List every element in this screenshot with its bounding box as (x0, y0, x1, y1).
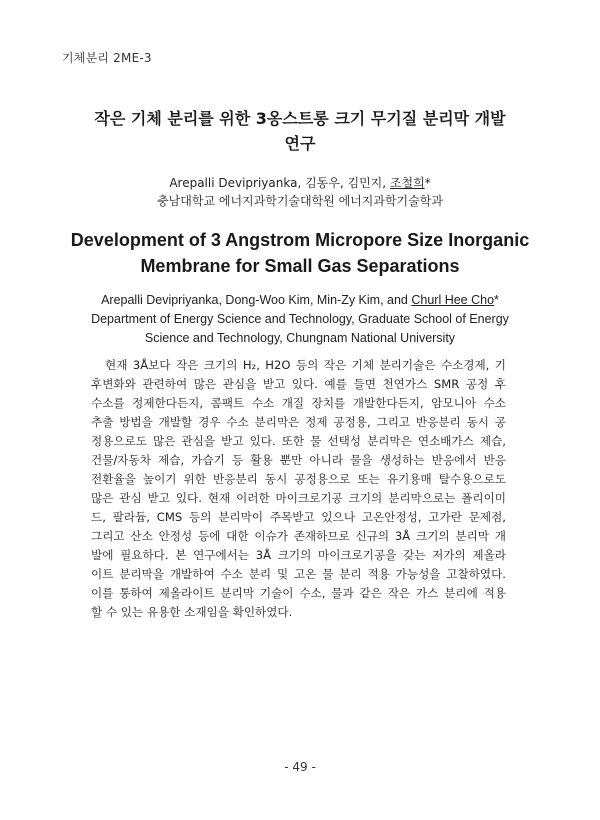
abstract-line: 많은 관심 받고 있다. 현재 이러한 마이크로기공 크기의 분리막으로는 폴리이미 (91, 491, 506, 505)
abstract-line: 그리고 산소 안정성 등에 대한 이슈가 존재하므로 신규의 3Å 크기의 분리막 개 (91, 529, 506, 543)
abstract-line: 전환율을 높이기 위한 반응분리 동시 공정용으로 또는 유기용매 탈수용으로도 (91, 472, 506, 486)
abstract-body (91, 356, 506, 622)
korean-affiliation: 충남대학교 에너지과학기술대학원 에너지과학기술학과 (157, 194, 443, 208)
korean-title-line-1: 작은 기체 분리를 위한 3옹스트롱 크기 무기질 분리막 개발 (94, 109, 506, 128)
abstract-line: 할 수 있는 유용한 소재임을 확인하였다. (91, 605, 293, 619)
english-author-names: Arepalli Devipriyanka, Dong-Woo Kim, Min-Zy Kim, and (101, 293, 412, 307)
korean-presenter-name: 조철희 (389, 176, 425, 190)
abstract-line: 추출 방법을 개발할 경우 수소 분리막은 정제 공정용, 그리고 반응분리 동시 공 (91, 415, 506, 429)
abstract-line: 수소를 정제한다든지, 콤팩트 수소 개질 장치를 개발한다든지, 암모니아 수소 (91, 396, 506, 410)
korean-author-names: Arepalli Devipriyanka, 김동우, 김민지, (169, 176, 390, 190)
english-affiliation-line-1: Department of Energy Science and Technology, Graduate School of Energy (91, 312, 509, 326)
abstract-line: 정용으로도 많은 관심을 받고 있다. 또한 물 선택성 분리막은 연소배가스 제습, (91, 434, 506, 448)
korean-title (60, 106, 540, 156)
english-authors (60, 291, 540, 310)
korean-title-line-2: 연구 (284, 134, 316, 153)
english-affiliation (60, 310, 540, 348)
abstract-line: 이트 분리막을 개발하여 수소 분리 및 고온 물 분리 적용 가능성을 고찰하였다. (91, 567, 506, 581)
english-title-line-1: Development of 3 Angstrom Micropore Size Inorganic (70, 230, 530, 250)
english-title (60, 227, 540, 279)
page-number: - 49 - (284, 760, 316, 774)
english-title-line-2: Membrane for Small Gas Separations (140, 256, 460, 276)
korean-authors (60, 174, 540, 192)
english-presenter-name: Churl Hee Cho (411, 293, 495, 307)
corresponding-marker: * (424, 176, 431, 190)
english-affiliation-line-2: Science and Technology, Chungnam National University (144, 331, 456, 345)
abstract-line: 현재 3Å보다 작은 크기의 H₂, H2O 등의 작은 기체 분리기술은 수소경제, 기 (105, 358, 506, 372)
abstract-line: 발에 필요하다. 본 연구에서는 3Å 크기의 마이크로기공을 갖는 저가의 제올라 (91, 548, 506, 562)
abstract-line: 건물/자동차 제습, 가습기 등 활용 뿐만 아니라 물을 생성하는 반응에서 반응 (91, 453, 506, 467)
abstract-line: 후변화와 관련하여 많은 관심을 받고 있다. 예를 들면 천연가스 SMR 공정 후 (91, 377, 506, 391)
corresponding-marker: * (494, 293, 499, 307)
abstract-line: 드, 팔라듐, CMS 등의 분리막이 주목받고 있으나 고온안정성, 고가란 문제점, (91, 510, 506, 524)
abstract-line: 이를 통하여 제올라이트 분리막 기술이 수소, 물과 같은 작은 가스 분리에 적용 (91, 586, 506, 600)
session-label: 기체분리 2ME-3 (62, 51, 152, 65)
